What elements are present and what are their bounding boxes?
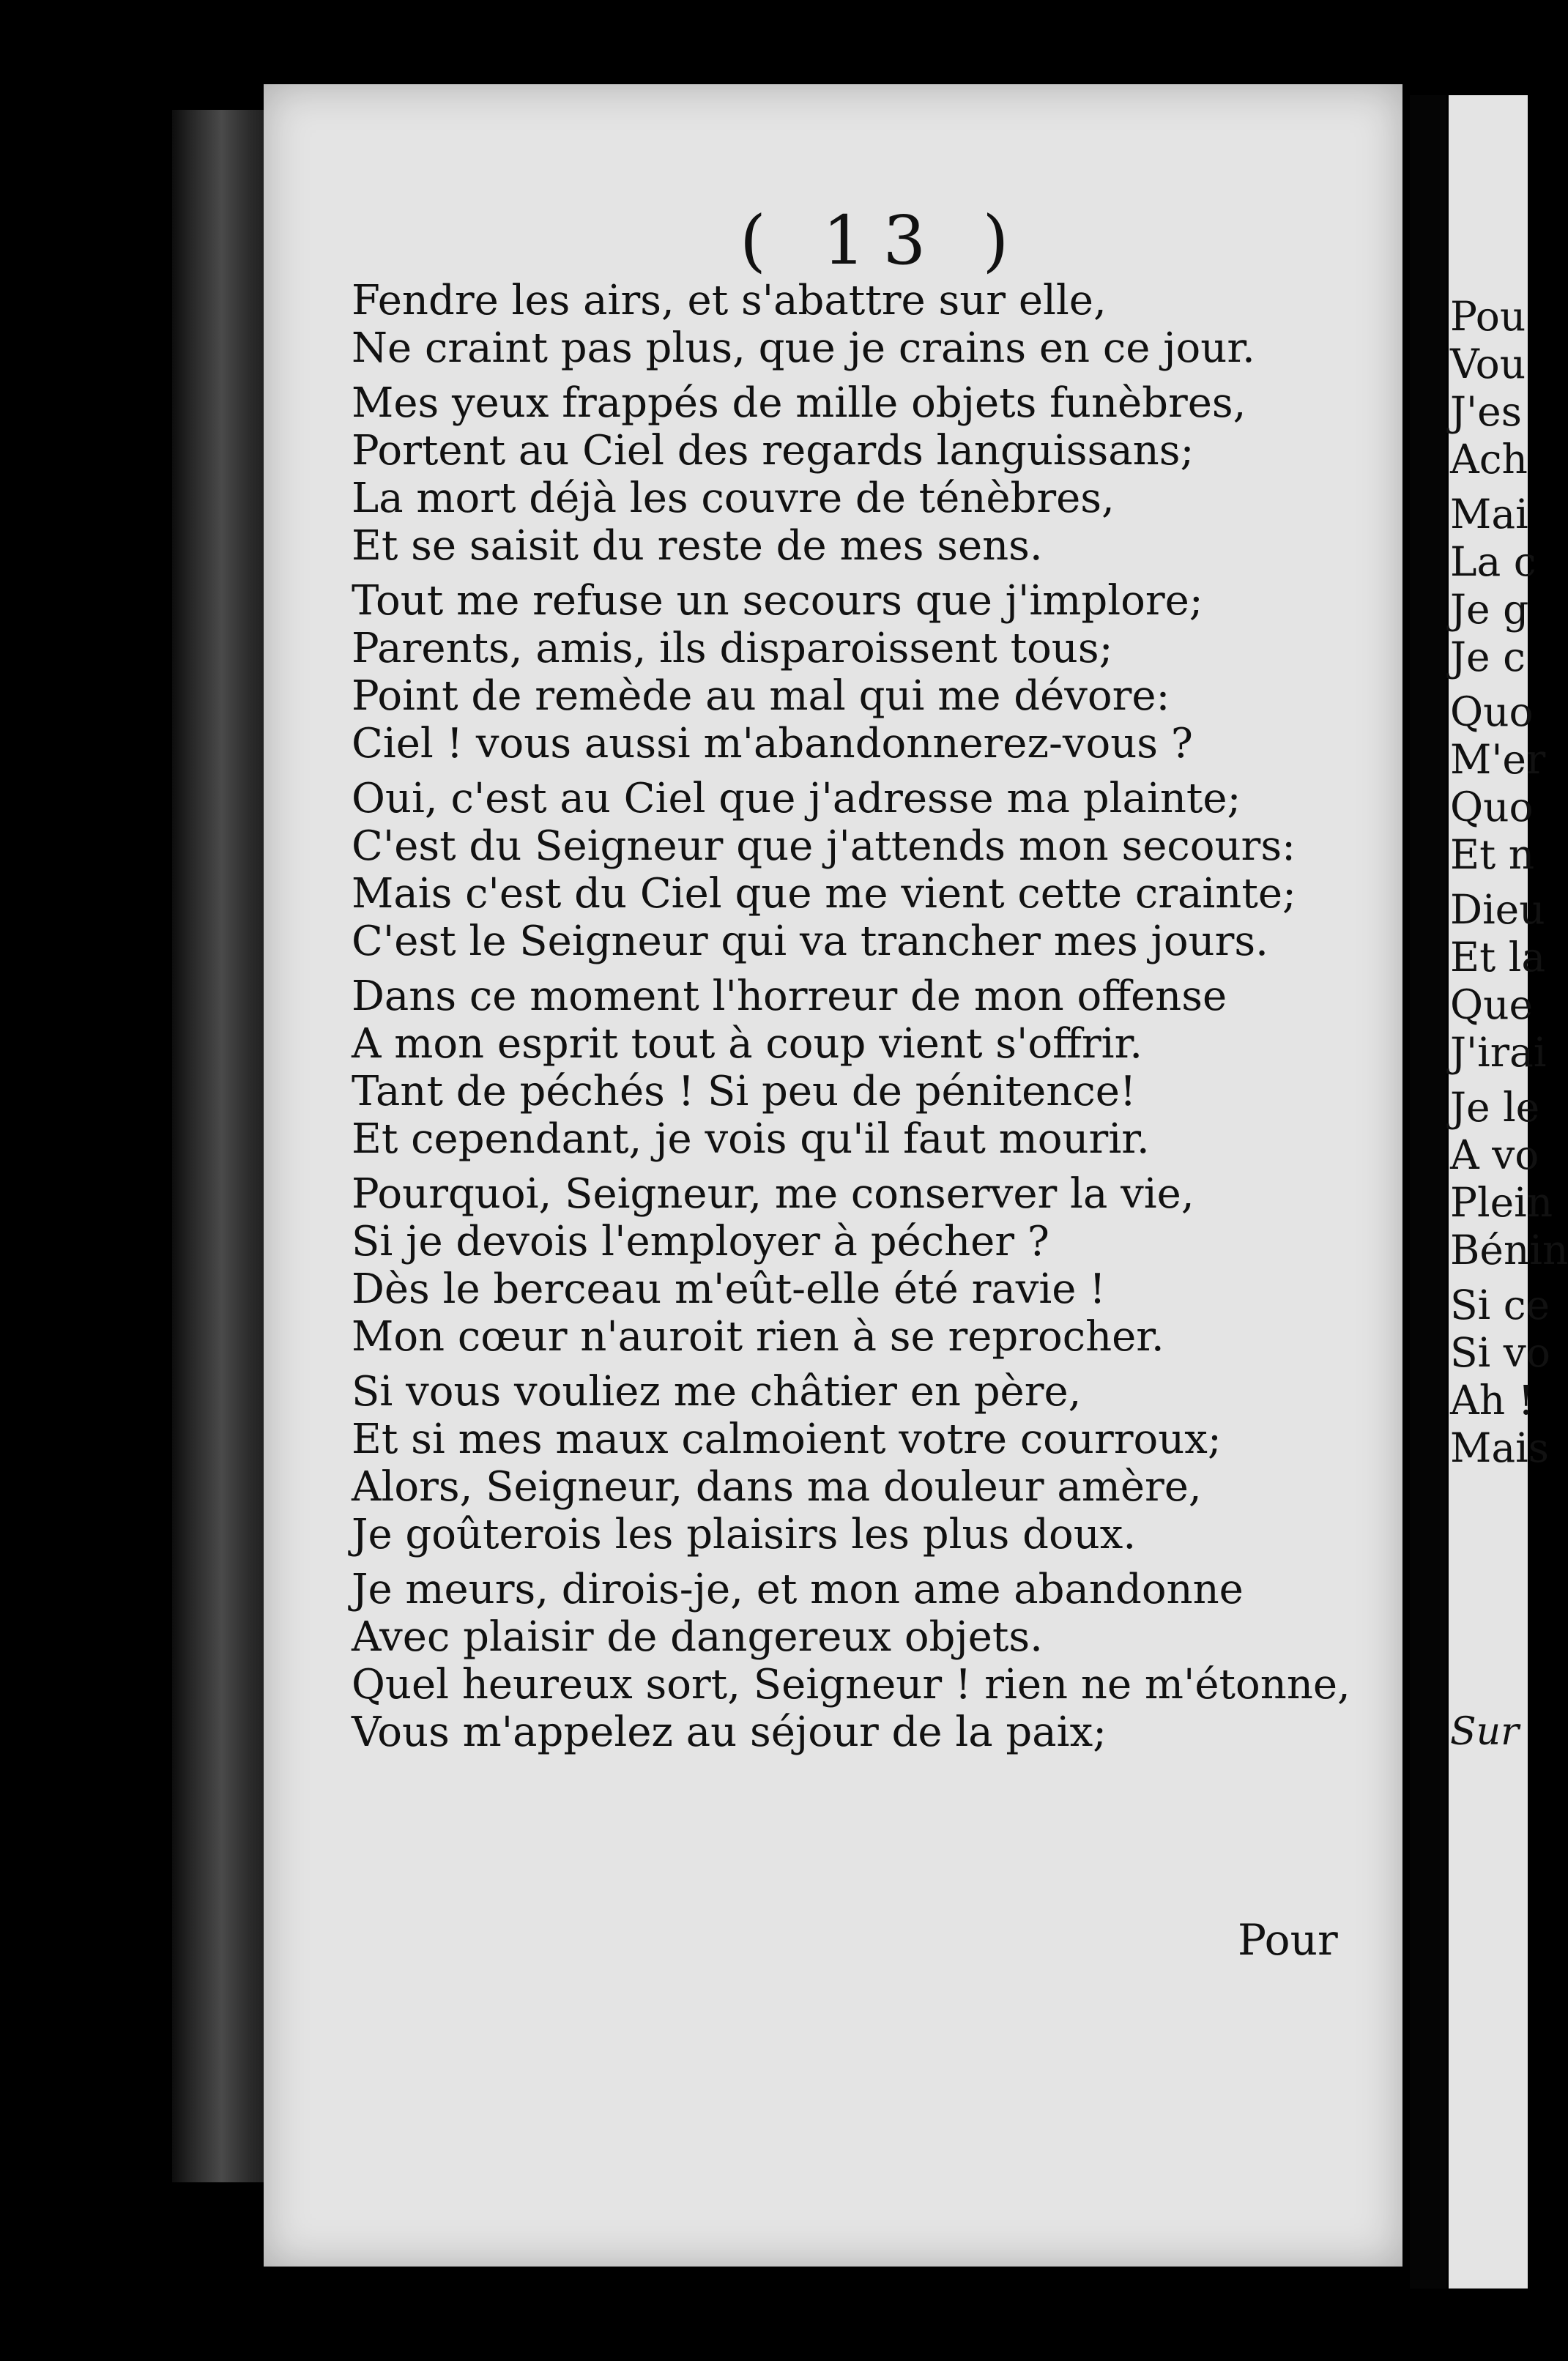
facing-line: Mais (1450, 1424, 1549, 1471)
facing-line: Et n (1450, 831, 1535, 878)
facing-page-text (1450, 293, 1568, 1472)
verse-line: Alors, Seigneur, dans ma douleur amère, (352, 1463, 1202, 1511)
verse-line: Vous m'appelez au séjour de la paix; (352, 1709, 1107, 1756)
facing-line: J'irai (1450, 1029, 1547, 1076)
facing-line: Je g (1450, 586, 1529, 633)
facing-line: Vou (1450, 341, 1526, 387)
book-gutter (1410, 95, 1446, 2289)
verse-line: Ciel ! vous aussi m'abandonnerez-vous ? (352, 720, 1193, 767)
verse-line: Point de remède au mal qui me dévore: (352, 672, 1170, 720)
facing-catchword: Sur (1450, 1710, 1519, 1754)
facing-line: Pou (1450, 293, 1526, 340)
verse-line: Et se saisit du reste de mes sens. (352, 522, 1043, 570)
verse-line: Tout me refuse un secours que j'implore; (352, 577, 1203, 625)
facing-line: Je c (1450, 633, 1526, 680)
verse-line: Et cependant, je vois qu'il faut mourir. (352, 1115, 1150, 1163)
facing-line: Mai (1450, 491, 1528, 538)
verse-line: Dans ce moment l'horreur de mon offense (352, 973, 1227, 1020)
verse-line: A mon esprit tout à coup vient s'offrir. (352, 1020, 1142, 1068)
verse-line: Fendre les airs, et s'abattre sur elle, (352, 277, 1107, 324)
verse-line: Avec plaisir de dangereux objets. (352, 1613, 1043, 1661)
stanza (352, 379, 1406, 570)
verse-line: Je meurs, dirois-je, et mon ame abandonne (352, 1566, 1244, 1613)
verse-line: Je goûterois les plaisirs les plus doux. (352, 1511, 1137, 1558)
verse-line: Dès le berceau m'eût-elle été ravie ! (352, 1265, 1106, 1313)
verse-line: Mon cœur n'auroit rien à se reprocher. (352, 1313, 1164, 1361)
facing-line: Ah ! (1450, 1377, 1534, 1424)
verse-line: C'est du Seigneur que j'attends mon secours: (352, 822, 1296, 870)
verse-line: Ne craint pas plus, que je crains en ce jour. (352, 324, 1255, 372)
verse-line: Quel heureux sort, Seigneur ! rien ne m'étonne, (352, 1661, 1350, 1709)
facing-line: Ach (1450, 436, 1528, 483)
facing-line: La c (1450, 538, 1537, 585)
verse-line: Si je devois l'employer à pécher ? (352, 1218, 1049, 1265)
poem-text (352, 277, 1406, 1763)
catchword: Pour (1238, 1915, 1338, 1965)
page-number: ( 13 ) (740, 201, 1027, 280)
verse-line: Oui, c'est au Ciel que j'adresse ma plainte; (352, 775, 1241, 822)
verse-line: Pourquoi, Seigneur, me conserver la vie, (352, 1170, 1194, 1218)
verse-line: Mais c'est du Ciel que me vient cette crainte; (352, 870, 1296, 918)
facing-line: A vo (1450, 1131, 1539, 1178)
stanza (352, 1170, 1406, 1361)
facing-line: Dieu (1450, 886, 1545, 933)
facing-line: Je le (1450, 1084, 1540, 1131)
verse-line: La mort déjà les couvre de ténèbres, (352, 475, 1115, 522)
facing-line: J'es (1450, 388, 1522, 435)
stanza (352, 1368, 1406, 1558)
verse-line: Portent au Ciel des regards languissans; (352, 427, 1194, 475)
stanza (352, 775, 1406, 965)
facing-line: Et la (1450, 934, 1546, 981)
stanza (352, 577, 1406, 767)
verse-line: Si vous vouliez me châtier en père, (352, 1368, 1082, 1416)
stanza (352, 277, 1406, 372)
verse-line: C'est le Seigneur qui va trancher mes jours. (352, 918, 1268, 965)
verse-line: Mes yeux frappés de mille objets funèbres, (352, 379, 1246, 427)
facing-line: Si vo (1450, 1329, 1550, 1376)
facing-line: Si ce (1450, 1282, 1550, 1328)
verse-line: Tant de péchés ! Si peu de pénitence! (352, 1068, 1137, 1115)
stanza (352, 973, 1406, 1163)
facing-line: Quo (1450, 784, 1534, 830)
stanza (352, 1566, 1406, 1756)
facing-line: Plein (1450, 1179, 1553, 1226)
facing-line: Quo (1450, 688, 1534, 735)
facing-page (1449, 95, 1568, 2289)
facing-line: Que (1450, 981, 1534, 1028)
verse-line: Et si mes maux calmoient votre courroux; (352, 1416, 1222, 1463)
verse-line: Parents, amis, ils disparoissent tous; (352, 625, 1113, 672)
facing-line: Bénin (1450, 1227, 1568, 1274)
facing-line: M'er (1450, 736, 1546, 783)
